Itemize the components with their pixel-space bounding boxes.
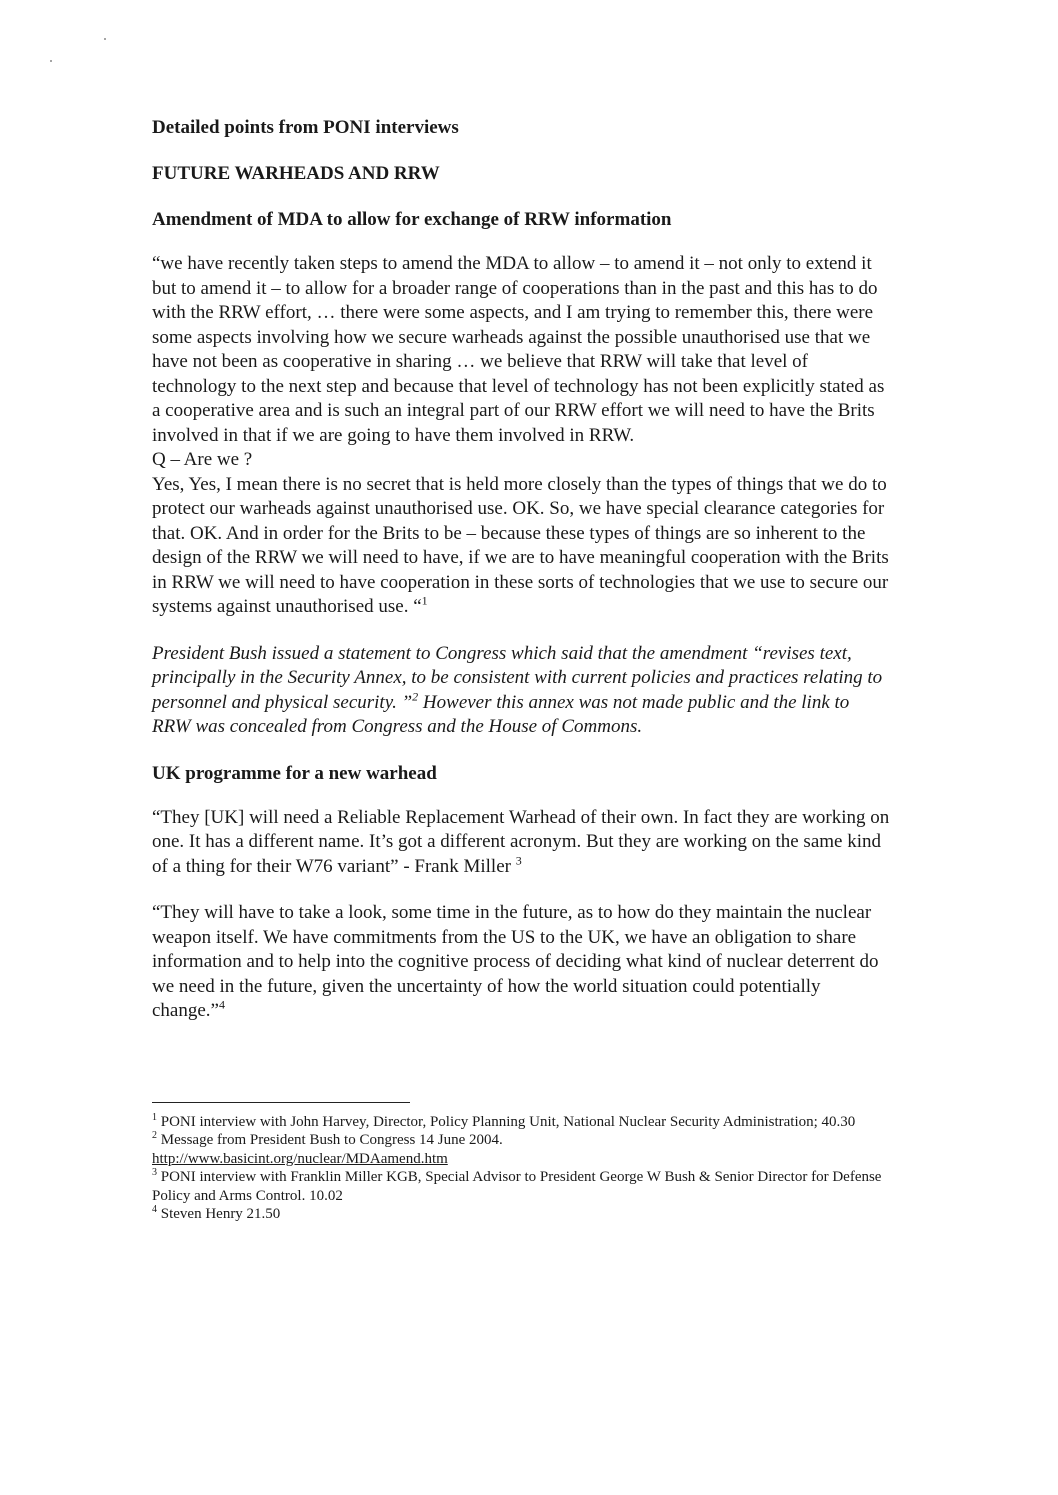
footnote-4 — [152, 1205, 892, 1224]
footnote-ref: 4 — [218, 997, 225, 1012]
quote-paragraph-henry — [152, 901, 892, 1024]
quote-text: “we have recently taken steps to amend the MDA to allow – to amend it – not only to extend it but to amend it – to allow for a broader range of cooperations than in the past and this has to do with the RRW effort, … there were some aspects, and I am trying to remember this, there were some aspects involving how we secure warheads against the possible unauthorised use that we have not been as cooperative in sharing … we believe that RRW will take that level of technology to the next step and because that level of technology has not been explicitly stated as a cooperative area and is such an integral part of our RRW effort we will need to have the Brits involved in that if we are going to have them involved in RRW. — [152, 253, 885, 446]
quote-paragraph-miller — [152, 806, 892, 880]
subsection-heading-uk: UK programme for a new warhead — [152, 762, 437, 784]
footnote-number: 4 — [152, 1204, 157, 1215]
commentary-paragraph — [152, 642, 892, 740]
footnote-url-link[interactable]: http://www.basicint.org/nuclear/MDAamend.htm — [152, 1150, 448, 1167]
question-line: Q – Are we ? — [152, 449, 253, 470]
quote-paragraph-harvey — [152, 252, 892, 448]
footnote-ref: 1 — [421, 593, 428, 608]
document-page — [152, 116, 892, 1224]
footnote-1 — [152, 1113, 892, 1132]
document-title: Detailed points from PONI interviews — [152, 117, 459, 138]
footnote-2-link[interactable] — [152, 1150, 892, 1169]
section-heading: FUTURE WARHEADS AND RRW — [152, 163, 440, 184]
footnote-number: 3 — [152, 1167, 157, 1178]
answer-text: Yes, Yes, I mean there is no secret that is held more closely than the types of things that we do to protect our warheads against unauthorised use. OK. So, we have special clearance categories for that. OK. And in order for the Brits to be – because these types of things are so inherent to the design of the RRW we will need to have, if we are to have meaningful cooperation with the Brits in RRW we will need to have cooperation in these sorts of technologies that we use to secure our systems against unauthorised use. “ — [152, 473, 889, 617]
footnote-text: Message from President Bush to Congress 14 June 2004. — [157, 1132, 503, 1148]
footnote-divider — [152, 1102, 410, 1103]
footnote-2 — [152, 1131, 892, 1150]
quote-text: “They [UK] will need a Reliable Replacement Warhead of their own. In fact they are working on one. It has a different name. It’s got a different acronym. But they are working on the same kind of a thing for their W76 variant” - Frank Miller — [152, 806, 890, 877]
footnote-ref: 3 — [515, 853, 522, 868]
footnote-text: Steven Henry 21.50 — [157, 1206, 281, 1222]
commentary-text-2: However this annex was not made public and the link to RRW was concealed from Congress and the House of Commons. — [152, 691, 850, 737]
footnote-number: 2 — [152, 1130, 157, 1141]
commentary-text-1: President Bush issued a statement to Congress which said that the amendment “revises text, principally in the Security Annex, to be consistent with current policies and practices relating to personnel and physical security. ” — [152, 642, 883, 713]
footnote-ref: 2 — [412, 689, 419, 704]
footnote-text: PONI interview with John Harvey, Director, Policy Planning Unit, National Nuclear Security Administration; 40.30 — [157, 1113, 856, 1130]
scan-speck — [104, 38, 106, 40]
quote-text: “They will have to take a look, some time in the future, as to how do they maintain the nuclear weapon itself. We have commitments from the US to the UK, we have an obligation to share information and to help into the cognitive process of deciding what kind of nuclear deterrent do we need in the future, given the uncertainty of how the world situation could potentially change.” — [152, 902, 879, 1021]
subsection-heading-mda: Amendment of MDA to allow for exchange of RRW information — [152, 209, 672, 230]
answer-paragraph — [152, 473, 892, 620]
footnote-3 — [152, 1168, 892, 1205]
footnotes — [152, 1113, 892, 1224]
scan-speck — [50, 60, 52, 62]
footnote-text: PONI interview with Franklin Miller KGB, Special Advisor to President George W Bush & Senior Director for Defense Policy and Arms Control. 10.02 — [152, 1169, 882, 1204]
footnote-number: 1 — [152, 1111, 157, 1123]
